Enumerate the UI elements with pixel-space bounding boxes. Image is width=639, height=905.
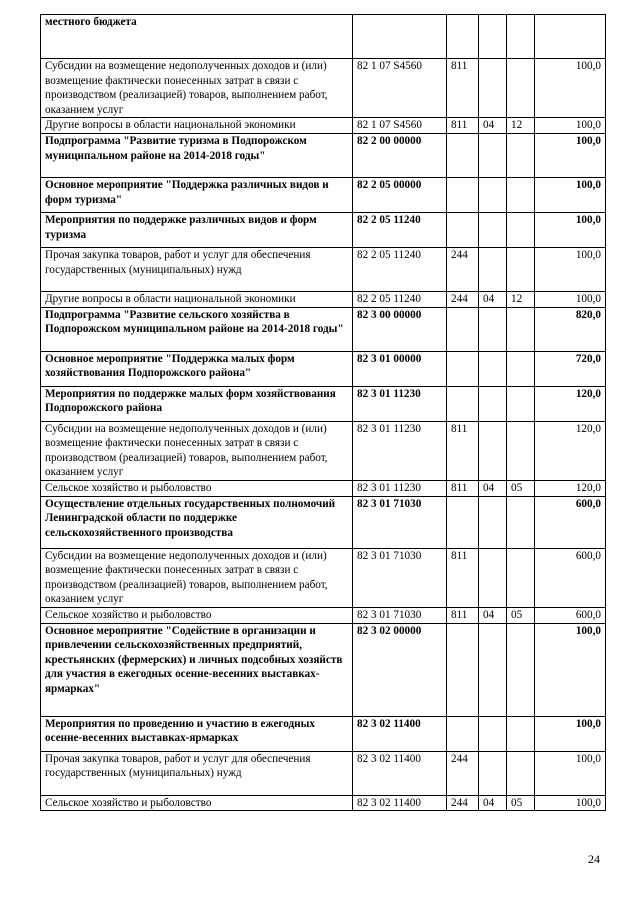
row-vr-cell — [447, 307, 479, 351]
row-sum-cell: 100,0 — [535, 133, 606, 177]
table-row — [41, 291, 606, 307]
row-vr-cell — [447, 496, 479, 548]
table-row — [41, 15, 606, 59]
row-name-cell: Субсидии на возмещение недополученных доходов и (или) возмещение фактически понесенных затрат в связи с производством (реализацией) товаров, выполнением работ, оказанием услуг — [41, 421, 353, 480]
row-sum-cell: 600,0 — [535, 607, 606, 623]
page-number: 24 — [588, 852, 600, 866]
table-row — [41, 716, 606, 751]
row-sum-cell — [535, 15, 606, 59]
table-row — [41, 133, 606, 177]
row-name-cell: Сельское хозяйство и рыболовство — [41, 607, 353, 623]
row-name-cell: Субсидии на возмещение недополученных доходов и (или) возмещение фактически понесенных затрат в связи с производством (реализацией) товаров, выполнением работ, оказанием услуг — [41, 548, 353, 607]
row-rz-cell — [479, 177, 507, 212]
row-rz-cell — [479, 716, 507, 751]
table-row — [41, 177, 606, 212]
row-code-cell: 82 1 07 S4560 — [353, 59, 447, 118]
row-pr-cell — [507, 548, 535, 607]
row-name-cell: Мероприятия по проведению и участию в ежегодных осенне-весенних выставках-ярмарках — [41, 716, 353, 751]
row-vr-cell — [447, 15, 479, 59]
table-row — [41, 247, 606, 291]
row-vr-cell — [447, 351, 479, 386]
row-pr-cell — [507, 247, 535, 291]
row-sum-cell: 100,0 — [535, 795, 606, 811]
row-vr-cell: 811 — [447, 548, 479, 607]
row-code-cell: 82 2 05 00000 — [353, 177, 447, 212]
table-row — [41, 351, 606, 386]
row-pr-cell: 05 — [507, 795, 535, 811]
row-code-cell: 82 2 05 11240 — [353, 212, 447, 247]
table-row — [41, 751, 606, 795]
row-code-cell: 82 3 01 71030 — [353, 496, 447, 548]
row-vr-cell — [447, 716, 479, 751]
row-code-cell: 82 3 00 00000 — [353, 307, 447, 351]
row-rz-cell: 04 — [479, 795, 507, 811]
row-rz-cell: 04 — [479, 480, 507, 496]
row-sum-cell: 820,0 — [535, 307, 606, 351]
row-rz-cell — [479, 247, 507, 291]
table-row — [41, 548, 606, 607]
row-code-cell: 82 3 01 71030 — [353, 548, 447, 607]
row-name-cell: местного бюджета — [41, 15, 353, 59]
table-row — [41, 607, 606, 623]
row-sum-cell: 100,0 — [535, 247, 606, 291]
row-rz-cell — [479, 212, 507, 247]
row-code-cell: 82 3 01 00000 — [353, 351, 447, 386]
table-row — [41, 307, 606, 351]
row-code-cell: 82 3 01 71030 — [353, 607, 447, 623]
table-row — [41, 496, 606, 548]
row-pr-cell — [507, 307, 535, 351]
row-name-cell: Подпрограмма "Развитие сельского хозяйства в Подпорожском муниципальном районе на 2014-2018 годы" — [41, 307, 353, 351]
row-pr-cell — [507, 496, 535, 548]
row-sum-cell: 600,0 — [535, 496, 606, 548]
row-code-cell — [353, 15, 447, 59]
row-code-cell: 82 3 02 11400 — [353, 751, 447, 795]
table-row — [41, 795, 606, 811]
row-name-cell: Основное мероприятие "Поддержка различных видов и форм туризма" — [41, 177, 353, 212]
row-pr-cell — [507, 386, 535, 421]
row-rz-cell — [479, 386, 507, 421]
row-sum-cell: 100,0 — [535, 291, 606, 307]
row-vr-cell: 244 — [447, 795, 479, 811]
row-code-cell: 82 3 02 00000 — [353, 623, 447, 716]
row-sum-cell: 100,0 — [535, 177, 606, 212]
row-pr-cell — [507, 623, 535, 716]
row-sum-cell: 120,0 — [535, 421, 606, 480]
table-row — [41, 480, 606, 496]
row-vr-cell — [447, 623, 479, 716]
row-rz-cell: 04 — [479, 118, 507, 134]
row-vr-cell: 244 — [447, 751, 479, 795]
row-rz-cell — [479, 15, 507, 59]
row-sum-cell: 100,0 — [535, 751, 606, 795]
row-sum-cell: 720,0 — [535, 351, 606, 386]
table-row — [41, 623, 606, 716]
row-sum-cell: 100,0 — [535, 118, 606, 134]
row-name-cell: Подпрограмма "Развитие туризма в Подпорожском муниципальном районе на 2014-2018 годы" — [41, 133, 353, 177]
row-name-cell: Сельское хозяйство и рыболовство — [41, 795, 353, 811]
row-name-cell: Прочая закупка товаров, работ и услуг для обеспечения государственных (муниципальных) нужд — [41, 751, 353, 795]
row-sum-cell: 120,0 — [535, 480, 606, 496]
budget-table — [40, 14, 606, 811]
row-vr-cell — [447, 212, 479, 247]
row-code-cell: 82 2 05 11240 — [353, 291, 447, 307]
row-pr-cell — [507, 351, 535, 386]
table-row — [41, 386, 606, 421]
row-rz-cell — [479, 751, 507, 795]
row-code-cell: 82 2 05 11240 — [353, 247, 447, 291]
table-row — [41, 59, 606, 118]
row-rz-cell — [479, 351, 507, 386]
row-pr-cell: 05 — [507, 607, 535, 623]
row-rz-cell — [479, 307, 507, 351]
row-name-cell: Другие вопросы в области национальной экономики — [41, 118, 353, 134]
row-vr-cell — [447, 177, 479, 212]
row-pr-cell: 12 — [507, 291, 535, 307]
row-pr-cell — [507, 716, 535, 751]
row-sum-cell: 600,0 — [535, 548, 606, 607]
row-code-cell: 82 3 01 11230 — [353, 386, 447, 421]
row-sum-cell: 100,0 — [535, 59, 606, 118]
row-rz-cell — [479, 496, 507, 548]
row-sum-cell: 100,0 — [535, 716, 606, 751]
row-code-cell: 82 1 07 S4560 — [353, 118, 447, 134]
row-name-cell: Мероприятия по поддержке малых форм хозяйствования Подпорожского района — [41, 386, 353, 421]
row-name-cell: Основное мероприятие "Содействие в организации и привлечении сельскохозяйственных предприятий, крестьянских (фермерских) и личных подсобных хозяйств для участия в ежегодных осенне-весенних выставках-ярмарках" — [41, 623, 353, 716]
row-vr-cell — [447, 133, 479, 177]
table-row — [41, 421, 606, 480]
row-vr-cell: 244 — [447, 247, 479, 291]
row-rz-cell — [479, 421, 507, 480]
row-pr-cell — [507, 133, 535, 177]
row-code-cell: 82 3 02 11400 — [353, 716, 447, 751]
row-name-cell: Другие вопросы в области национальной экономики — [41, 291, 353, 307]
table-row — [41, 212, 606, 247]
row-pr-cell — [507, 421, 535, 480]
row-vr-cell: 811 — [447, 421, 479, 480]
row-sum-cell: 120,0 — [535, 386, 606, 421]
row-vr-cell — [447, 386, 479, 421]
row-name-cell: Сельское хозяйство и рыболовство — [41, 480, 353, 496]
row-name-cell: Мероприятия по поддержке различных видов и форм туризма — [41, 212, 353, 247]
row-name-cell: Основное мероприятие "Поддержка малых форм хозяйствования Подпорожского района" — [41, 351, 353, 386]
row-sum-cell: 100,0 — [535, 623, 606, 716]
row-rz-cell — [479, 133, 507, 177]
row-name-cell: Субсидии на возмещение недополученных доходов и (или) возмещение фактически понесенных затрат в связи с производством (реализацией) товаров, выполнением работ, оказанием услуг — [41, 59, 353, 118]
row-name-cell: Осуществление отдельных государственных полномочий Ленинградской области по поддержке сельскохозяйственного производства — [41, 496, 353, 548]
row-pr-cell — [507, 177, 535, 212]
row-sum-cell: 100,0 — [535, 212, 606, 247]
table-row — [41, 118, 606, 134]
row-rz-cell — [479, 548, 507, 607]
row-pr-cell — [507, 15, 535, 59]
row-pr-cell — [507, 212, 535, 247]
row-code-cell: 82 3 01 11230 — [353, 480, 447, 496]
row-rz-cell: 04 — [479, 291, 507, 307]
row-vr-cell: 811 — [447, 480, 479, 496]
row-rz-cell — [479, 623, 507, 716]
row-rz-cell — [479, 59, 507, 118]
row-pr-cell: 05 — [507, 480, 535, 496]
row-vr-cell: 811 — [447, 607, 479, 623]
row-pr-cell — [507, 59, 535, 118]
row-pr-cell: 12 — [507, 118, 535, 134]
row-code-cell: 82 3 02 11400 — [353, 795, 447, 811]
row-vr-cell: 811 — [447, 59, 479, 118]
row-name-cell: Прочая закупка товаров, работ и услуг для обеспечения государственных (муниципальных) нужд — [41, 247, 353, 291]
row-rz-cell: 04 — [479, 607, 507, 623]
row-code-cell: 82 3 01 11230 — [353, 421, 447, 480]
row-code-cell: 82 2 00 00000 — [353, 133, 447, 177]
row-vr-cell: 811 — [447, 118, 479, 134]
row-vr-cell: 244 — [447, 291, 479, 307]
row-pr-cell — [507, 751, 535, 795]
budget-table-body — [41, 15, 606, 811]
